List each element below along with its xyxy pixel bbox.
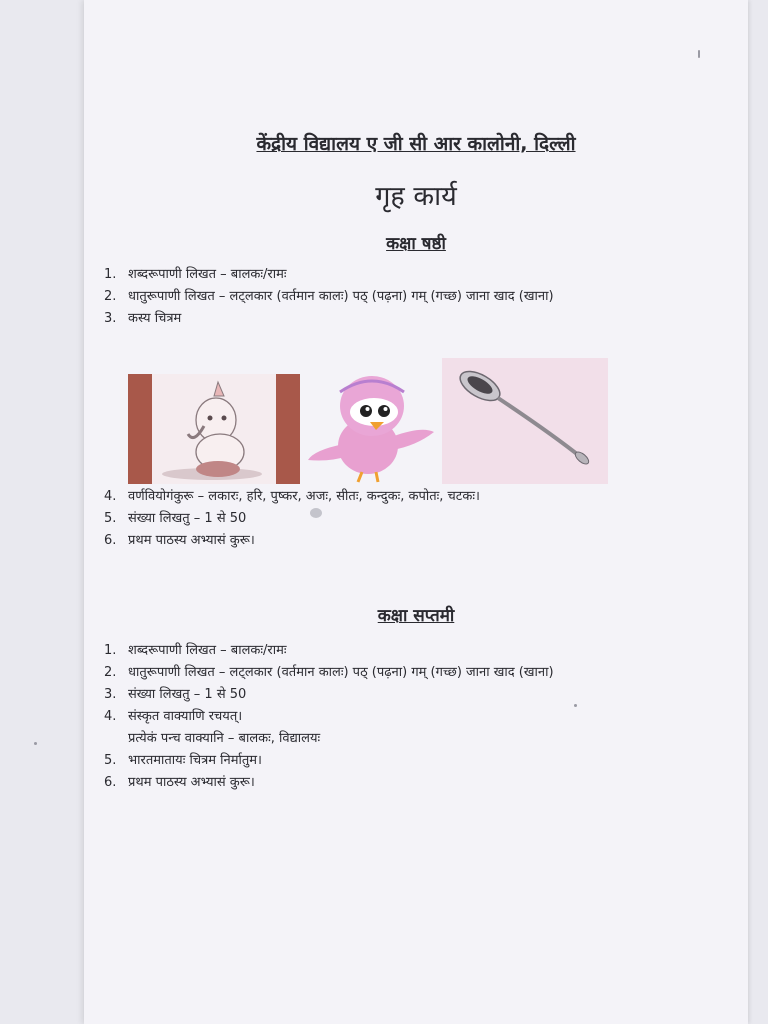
list-item: 1. शब्दरूपाणी लिखत – बालकः/रामः xyxy=(104,267,287,282)
homework-sheet xyxy=(84,0,748,1024)
list-item: 2. धातुरूपाणी लिखत – लट्लकार (वर्तमान कालः) पठ् (पढ़ना) गम् (गच्छ) जाना खाद (खाना) xyxy=(104,289,554,304)
class-6-list-continued xyxy=(104,486,644,552)
spoon-picture xyxy=(442,358,608,484)
school-name: केंद्रीय विद्यालय ए जी सी आर कालोनी, दिल्ली xyxy=(256,133,576,155)
page-title: गृह कार्य xyxy=(375,181,457,212)
class-6-heading: कक्षा षष्ठी xyxy=(386,234,446,254)
list-item: 5. भारतमातायः चित्रम निर्मातुम। xyxy=(104,753,262,768)
list-item-subline: प्रत्येकं पन्च वाक्यानि – बालकः, विद्यालयः xyxy=(128,731,321,746)
paper-speck xyxy=(574,704,577,707)
class-6-list xyxy=(104,264,644,330)
bird-picture xyxy=(304,370,440,486)
list-item: 1. शब्दरूपाणी लिखत – बालकः/रामः xyxy=(104,643,287,658)
pictures-row xyxy=(128,356,608,486)
list-item: 3. कस्य चित्रम xyxy=(104,311,182,326)
list-item: 3. संख्या लिखतु – 1 से 50 xyxy=(104,687,247,702)
list-item: 6. प्रथम पाठस्य अभ्यासं कुरू। xyxy=(104,775,255,790)
class-7-heading: कक्षा सप्तमी xyxy=(377,606,455,626)
list-item: 4. संस्कृत वाक्याणि रचयत्। प्रत्येकं पन्च वाक्यानि – बालकः, विद्यालयः xyxy=(104,706,644,750)
list-item: 4. वर्णवियोगंकुरू – लकारः, हरि, पुष्कर, अजः, सीतः, कन्दुकः, कपोतः, चटकः। xyxy=(104,489,480,504)
list-item: 2. धातुरूपाणी लिखत – लट्लकार (वर्तमान कालः) पठ् (पढ़ना) गम् (गच्छ) जाना खाद (खाना) xyxy=(104,665,554,680)
class-7-list xyxy=(104,640,644,794)
ganesha-picture xyxy=(128,374,300,484)
paper-speck xyxy=(310,508,322,518)
scan-speck xyxy=(34,742,37,745)
list-item: 6. प्रथम पाठस्य अभ्यासं कुरू। xyxy=(104,533,255,548)
list-item: 5. संख्या लिखतु – 1 से 50 xyxy=(104,511,247,526)
paper-speck xyxy=(698,50,700,58)
